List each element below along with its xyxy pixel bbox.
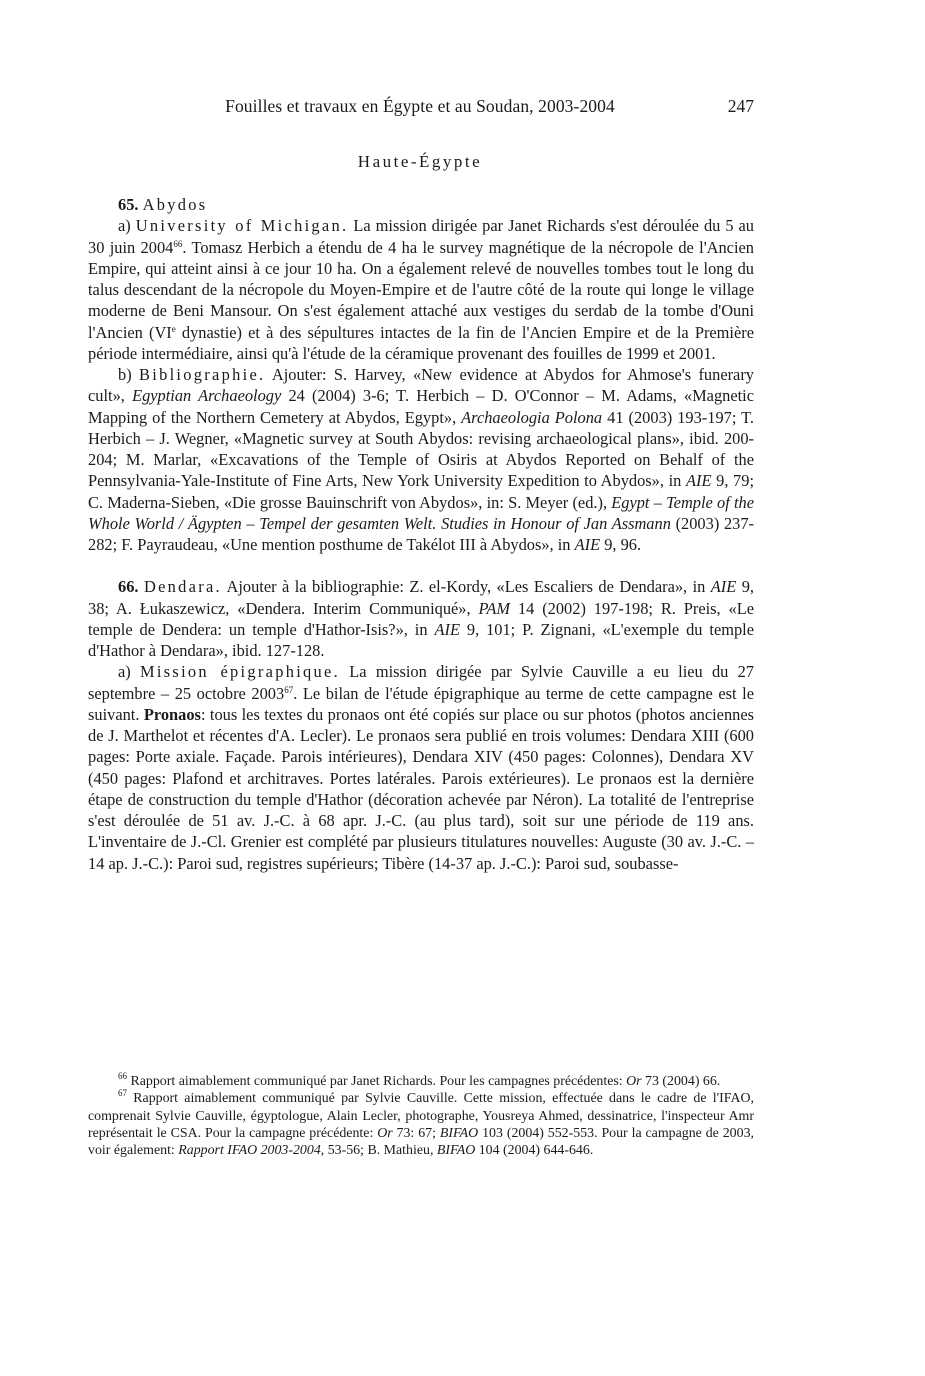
footnote-text: , 53-56; B. Mathieu, — [320, 1143, 437, 1159]
page-number: 247 — [727, 96, 754, 116]
citation-title: BIFAO — [439, 1125, 479, 1141]
para-text: 9, 38; A. Łukaszewicz, «Dendera. Interim Communiqué», — [88, 577, 754, 618]
citation-title: AIE — [686, 471, 712, 491]
footnote-66 — [88, 1073, 754, 1090]
para-heading: Mission épigraphique. — [139, 662, 341, 682]
citation-title: Or — [377, 1125, 393, 1141]
entry-65-heading — [88, 194, 754, 215]
entry-title: Dendara. — [143, 577, 222, 597]
entry-66-para-a — [88, 661, 754, 874]
para-text: La mission dirigée par Sylvie Cauville a eu lieu du 27 septembre – 25 octobre 2003 — [88, 662, 754, 703]
para-text: 24 (2004) 3-6; T. Herbich – D. O'Connor – M. Adams, «Magnetic Mapping of the Northern Cemetery at Abydos, Egypt», — [88, 386, 754, 427]
citation-title: AIE — [574, 535, 601, 554]
running-head: Fouilles et travaux en Égypte et au Soudan, 2003-2004 — [225, 96, 615, 116]
entry-65-para-b — [88, 364, 754, 555]
footnote-mark: 66 — [118, 1071, 127, 1081]
entry-66-intro — [88, 576, 754, 661]
citation-title: PAM — [478, 598, 511, 618]
para-text: : tous les textes du pronaos ont été copiés sur place ou sur photos (photos anciennes de J. Marthelot et récentes d'A. Lecler). Le pronaos sera publié en trois volumes: Dendara XIII (600 pages: Porte axiale. Façade. Parois intérieures), Dendara XIV (450 pages: Colonnes), Dendara XV (450 pages: Plafond et architraves. Portes latérales. Parois extérieures). Le pronaos est la dernière étape de construction du temple d'Hathor (décoration achevée par Néron). La totalité de l'entreprise s'est déroulée de 51 av. J.-C. à 68 apr. J.-C. (au plus tard), soit sur une période de 119 ans. L'inventaire de J.-Cl. Grenier est complété par plusieurs titulatures nouvelles: Auguste (30 av. J.-C. – 14 ap. J.-C.): Paroi sud, registres supérieurs; Tibère (14-37 ap. J.-C.): Paroi sud, soubasse- — [88, 704, 754, 873]
footnote-text: Rapport aimablement communiqué par Sylvie Cauville. Cette mission, effectuée dans le cadre de l'IFAO, comprenait Sylvie Cauville, égyptologue, Alain Lecler, photographe, Yousreya Ahmed, dessinatrice, l'inspecteur Amr représentait le CSA. Pour la campagne précédente: — [88, 1091, 754, 1141]
citation-title: Egypt – Temple of the Whole World / Ägypten – Tempel der gesamten Welt. Studies in Honour of Jan Assmann — [88, 492, 754, 533]
para-text: 9, 96. — [600, 535, 642, 554]
entry-65-para-a — [88, 215, 754, 364]
para-label: b) — [118, 365, 132, 384]
footnote-ref-67[interactable]: 67 — [284, 684, 294, 695]
entry-number: 65. — [118, 195, 139, 214]
para-text: 41 (2003) 193-197; T. Herbich – J. Wegner, «Magnetic survey at South Abydos: revising archaeological plans», ibid. 200-204; M. Marlar, «Excavations of the Temple of Osiris at Abydos Reported on Behalf of the Pennsylvania-Yale-Institute of Fine Arts, New York University Expedition to Abydos», in — [88, 407, 754, 491]
footnote-text: 103 (2004) 552-553. Pour la campagne de 2003, voir également: — [88, 1125, 754, 1159]
citation-title: Archaeologia Polona — [461, 407, 603, 427]
bold-term: Pronaos — [143, 704, 201, 724]
footnote-text: 73 (2004) 66. — [641, 1074, 721, 1089]
footnotes — [88, 1073, 754, 1159]
para-label: a) — [118, 662, 131, 682]
para-text: (2003) 237-282; F. Payraudeau, «Une mention posthume de Takélot III à Abydos», in — [88, 513, 754, 554]
section-title: Haute-Égypte — [357, 152, 483, 171]
para-text: 9, 79; C. Maderna-Sieben, «Die grosse Bauinschrift von Abydos», in: S. Meyer (ed.), — [88, 471, 755, 512]
footnote-text: 73: 67; — [392, 1125, 440, 1141]
para-text: . Tomasz Herbich a étendu de 4 ha le survey magnétique de la nécropole de l'Ancien Empire, qui atteint ainsi à ce jour 10 ha. On a également relevé de nouvelles tombes tout le long du talus descendant de la nécropole du Moyen-Empire et de l'autre côté de la route qui longe le village moderne de Beni Mansour. On s'est également attaché aux vestiges du serdab de la tombe d'Ouni l'Ancien (VI — [88, 237, 754, 342]
footnote-text: Rapport aimablement communiqué par Janet Richards. Pour les campagnes précédentes: — [127, 1074, 627, 1089]
para-heading: University of Michigan. — [135, 216, 349, 236]
body-text — [88, 194, 754, 874]
para-text: 9, 101; P. Zignani, «L'exemple du temple d'Hathor à Dendara», ibid. 127-128. — [88, 619, 754, 660]
para-label: a) — [118, 216, 131, 236]
para-text: 14 (2002) 197-198; R. Preis, «Le temple de Dendera: un temple d'Hathor-Isis?», in — [88, 598, 755, 639]
superscript-e: e — [171, 323, 176, 334]
citation-title: Or — [626, 1074, 642, 1089]
footnote-mark: 67 — [118, 1088, 127, 1099]
citation-title: AIE — [710, 577, 737, 597]
para-heading: Bibliographie. — [139, 365, 266, 384]
para-text: Ajouter à la bibliographie: Z. el-Kordy, «Les Escaliers de Dendara», in — [221, 577, 711, 597]
footnote-text: 104 (2004) 644-646. — [475, 1143, 594, 1159]
para-text: La mission dirigée par Janet Richards s'est déroulée du 5 au 30 juin 2004 — [88, 216, 754, 257]
citation-title: Egyptian Archaeology — [132, 386, 282, 406]
para-text: dynastie) et à des sépultures intactes de la fin de l'Ancien Empire et de la Première période intermédiaire, ainsi qu'à l'étude de la céramique provenant des fouilles de 1999 et 2001. — [88, 322, 754, 363]
footnote-ref-66[interactable]: 66 — [173, 238, 183, 249]
footnote-67 — [88, 1090, 754, 1159]
para-text: . Le bilan de l'étude épigraphique au terme de cette campagne est le suivant. — [88, 683, 754, 724]
para-text: Ajouter: S. Harvey, «New evidence at Abydos for Ahmose's funerary cult», — [88, 365, 754, 406]
entry-title: Abydos — [142, 195, 208, 214]
citation-title: BIFAO — [436, 1143, 476, 1159]
citation-title: AIE — [434, 619, 460, 639]
citation-title: Rapport IFAO 2003-2004 — [178, 1143, 321, 1159]
entry-number: 66. — [118, 577, 139, 597]
